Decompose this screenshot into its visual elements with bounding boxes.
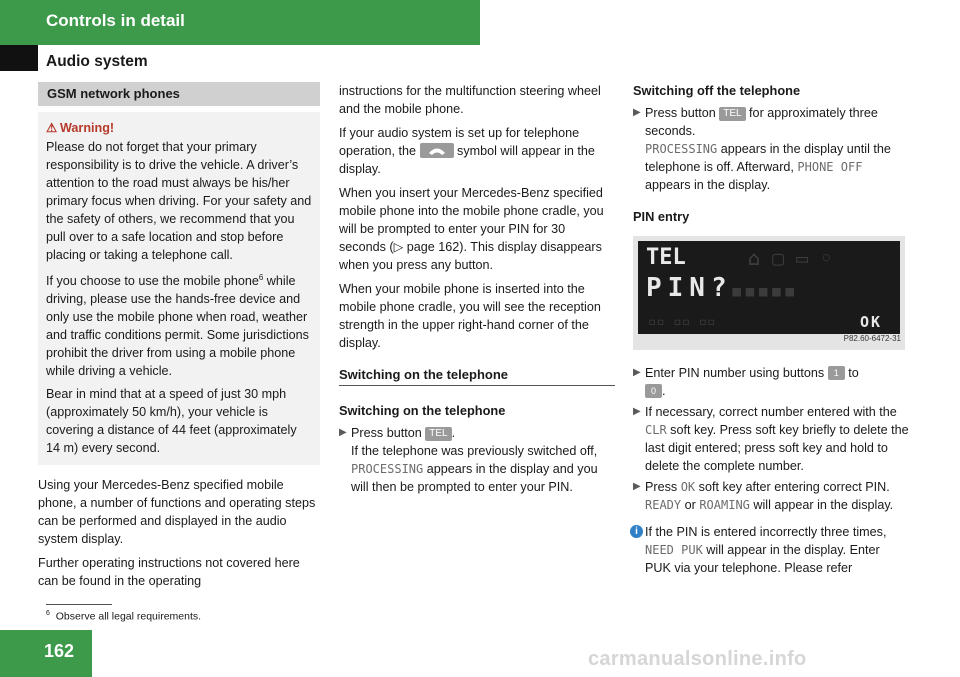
subheading: PIN entry bbox=[633, 209, 690, 224]
body-paragraph: instructions for the multifunction steering wheel and the mobile phone. bbox=[339, 84, 601, 116]
body-paragraph: When you insert your Mercedes-Benz specified mobile phone into the mobile phone cradle, you will be prompted to enter your PIN for 30 seconds (▷ page 162). This display disappears when you press any button. bbox=[339, 186, 604, 272]
watermark: carmanualsonline.info bbox=[588, 648, 807, 670]
number-key-0-icon: 0 bbox=[645, 384, 662, 398]
footnote-divider bbox=[46, 604, 112, 605]
body-paragraph: If your audio system is set up for telephone operation, the symbol will appear in the display. bbox=[339, 126, 595, 176]
section-marker bbox=[0, 45, 38, 71]
subheading: Switching off the telephone bbox=[633, 83, 801, 98]
body-paragraph: Further operating instructions not covered here can be found in the operating bbox=[38, 556, 300, 589]
warning-box bbox=[38, 112, 320, 465]
column-middle bbox=[339, 82, 615, 499]
warning-paragraph: If you choose to use the mobile phone$^6$ while driving, please use the hands-free device and only use the mobile phone when road, weather and traffic conditions permit. Some jurisdictions prohibit the driver from using a mobile phone while driving a vehicle. bbox=[46, 273, 309, 379]
body-paragraph: Using your Mercedes-Benz specified mobile phone, a number of functions and operating steps can be performed and displayed in the audio system display. bbox=[38, 478, 316, 547]
warning-paragraph: Please do not forget that your primary responsibility is to drive the vehicle. A driver’s attention to the road must always be his/her primary focus when driving. For your safety and the safety of others, we recommend that you pull over to a safe location and stop before placing or taking a telephone call. bbox=[46, 140, 312, 262]
column-left bbox=[38, 82, 320, 596]
display-line-1: TEL bbox=[646, 245, 686, 270]
section-subtitle: Audio system bbox=[46, 53, 148, 70]
chapter-title: Controls in detail bbox=[46, 11, 185, 30]
instruction-step: ▶ Press OK soft key after entering correct PIN. READY or ROAMING will appear in the display. bbox=[633, 480, 894, 512]
tel-key-icon: TEL bbox=[719, 107, 745, 121]
page-number: 162 bbox=[44, 641, 75, 661]
warning-triangle-icon: ⚠ bbox=[46, 121, 58, 135]
display-softkey-label: OK bbox=[860, 313, 883, 331]
instruction-step: ▶ Press button TEL . If the telephone was previously switched off, PROCESSING appears in the display and you will then be prompted to enter your PIN. bbox=[339, 426, 598, 494]
warning-paragraph: Bear in mind that at a speed of just 30 mph (approximately 50 km/h), your vehicle is covering a distance of 44 feet (approximately 14 m) every second. bbox=[46, 387, 297, 456]
footnote-ref: 6 bbox=[258, 273, 264, 282]
info-icon: i bbox=[630, 525, 643, 538]
bullet-arrow-icon: ▶ bbox=[633, 481, 641, 492]
figure-code: P82.60-6472-31 bbox=[843, 334, 901, 343]
bullet-arrow-icon: ▶ bbox=[633, 107, 641, 118]
info-note: i If the PIN is entered incorrectly three times, NEED PUK will appear in the display. Enter PUK via your telephone. Please refer bbox=[633, 523, 909, 577]
bullet-arrow-icon: ▶ bbox=[633, 367, 641, 378]
pin-display-figure bbox=[633, 236, 905, 350]
footnote: $^6$ Observe all legal requirements. bbox=[46, 610, 202, 623]
bullet-arrow-icon: ▶ bbox=[633, 406, 641, 417]
bullet-arrow-icon: ▶ bbox=[339, 427, 347, 438]
section-heading-gsm: GSM network phones bbox=[38, 82, 320, 106]
body-paragraph: When your mobile phone is inserted into the mobile phone cradle, you will see the reception strength in the upper right-hand corner of the display. bbox=[339, 282, 601, 350]
instruction-step: ▶ If necessary, correct number entered with the CLR soft key. Press soft key briefly to delete the last digit entered; press soft key and hold to delete the complete number. bbox=[633, 405, 909, 473]
column-right bbox=[633, 82, 909, 580]
display-line-2: PIN? bbox=[646, 273, 733, 303]
instruction-step: ▶ Press button TEL for approximately three seconds. PROCESSING appears in the display until the telephone is off. Afterward, PHONE OFF appears in the display. bbox=[633, 106, 891, 192]
number-key-1-icon: 1 bbox=[828, 366, 845, 380]
section-heading-switching-on: Switching on the telephone bbox=[339, 366, 615, 386]
telephone-symbol-icon bbox=[420, 143, 454, 158]
instruction-step: ▶ Enter PIN number using buttons 1 to 0 . bbox=[633, 366, 859, 398]
display-screen: ⌂ ▢ ▭ ◦ ▪▪▪▪▪ ▫▫ ▫▫ ▫▫ TEL PIN? OK bbox=[638, 241, 900, 334]
tel-key-icon: TEL bbox=[425, 427, 451, 441]
warning-title: Warning! bbox=[60, 121, 115, 135]
subheading: Switching on the telephone bbox=[339, 403, 506, 418]
